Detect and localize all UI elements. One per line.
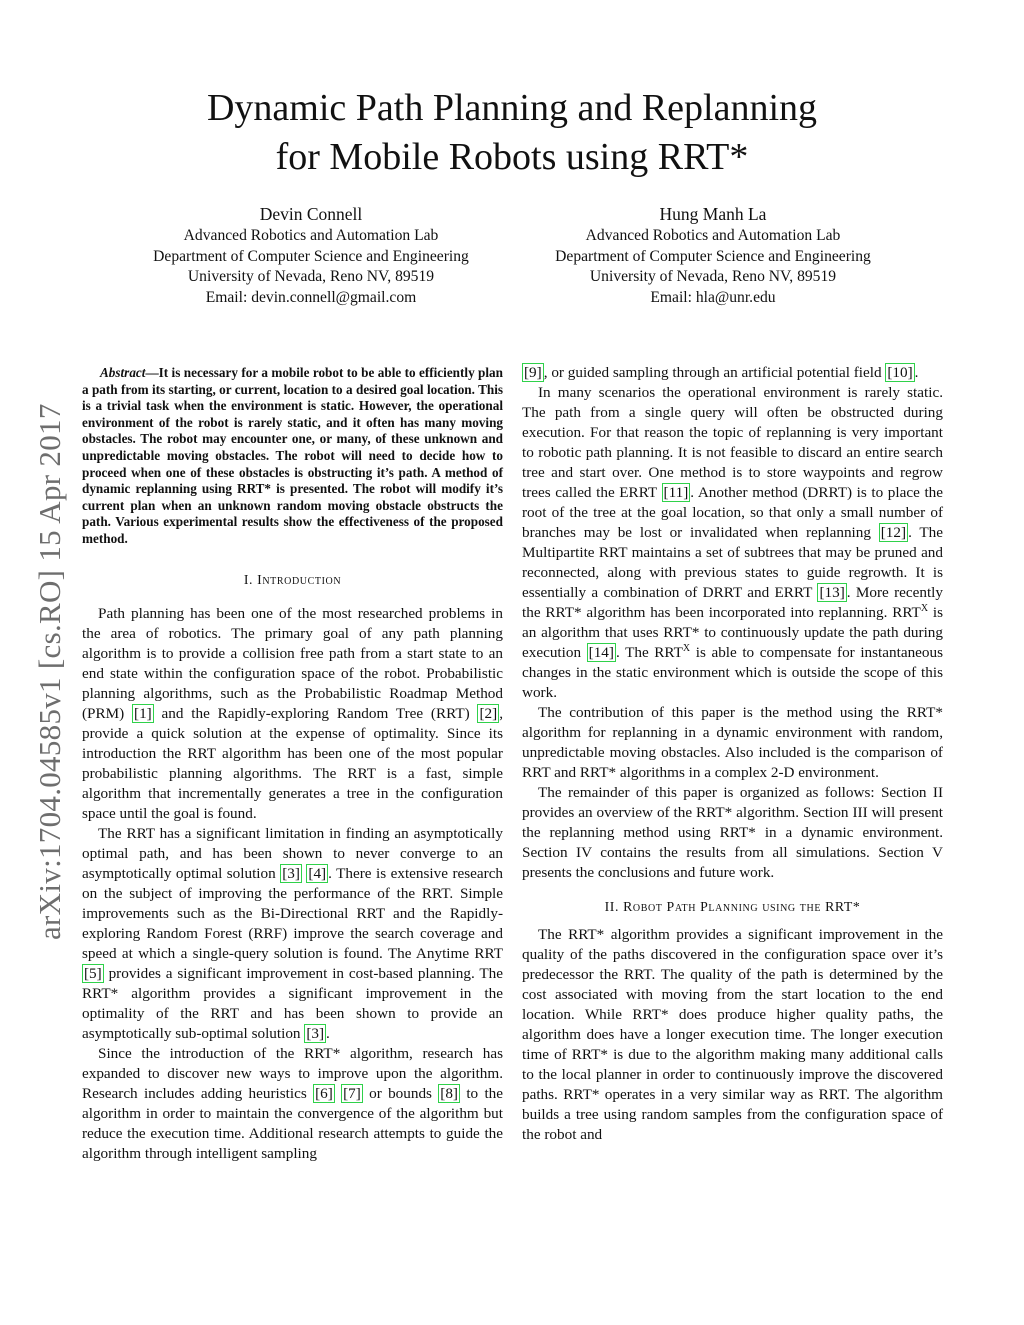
citation-link[interactable]: [3] (282, 864, 300, 882)
right-column (522, 363, 943, 1145)
author-department: Department of Computer Science and Engineering (555, 247, 871, 265)
paper-title (0, 84, 1024, 182)
section-heading-introduction: I. Introduction (243, 571, 342, 587)
citation-link[interactable]: [6] (315, 1084, 333, 1102)
author-university: University of Nevada, Reno NV, 89519 (187, 268, 435, 286)
author-block-2 (513, 202, 913, 308)
author-name: Devin Connell (259, 204, 363, 224)
author-block-1 (111, 202, 511, 308)
citation-link[interactable]: [10] (887, 364, 913, 381)
author-lab: Advanced Robotics and Automation Lab (183, 227, 439, 244)
citation-link[interactable]: [9] (524, 364, 542, 381)
citation-link[interactable]: [11] (663, 484, 689, 501)
superscript: X (682, 642, 691, 654)
paper-title-line-2: for Mobile Robots using RRT* (275, 136, 749, 178)
paragraph-continued: [9] , or guided sampling through an artificial potential field [10] . (524, 364, 919, 381)
abstract-dash: — (145, 365, 159, 380)
author-lab: Advanced Robotics and Automation Lab (585, 227, 841, 244)
citation-link[interactable]: [5] (84, 964, 102, 982)
citation-link[interactable]: [4] (308, 864, 327, 882)
citation-link[interactable]: [7] (343, 1084, 361, 1102)
paragraph: The RRT* algorithm provides a significant improvement in the quality of the paths discovered in the configuration space over it’s predecessor the RRT. The quality of the path is determined by the cost associated with moving from the start location to the end location. While RRT* does produce higher quality paths, the algorithm does have a longer execution time. The longer execution time of RRT* is due to the algorithm making many additional calls to the local planner in order to continuously improve the discovered paths. RRT* operates in a very similar way as RRT. The algorithm builds a tree using random samples from the configuration space of the robot and (522, 926, 943, 1143)
paper-title-line-1: Dynamic Path Planning and Replanning (206, 87, 818, 129)
paragraph: Path planning has been one of the most researched problems in the area of robotics. The primary goal of any path planning algorithm is to provide a collision free path from a start state to an end state within the configuration space of the robot. Probabilistic planning algorithms, such as the Probabilistic Roadmap Method (PRM) [1] and the Rapidly-exploring Random Tree (RRT) [2] , provide a quick solution at the expense of optimality. Since its introduction the RRT algorithm has been one of the most popular probabilistic planning algorithms. The RRT is a fast, simple algorithm that incrementally generates a tree in the configuration space until the goal is found. (82, 604, 503, 822)
superscript: X (920, 602, 929, 614)
citation-link[interactable]: [1] (134, 704, 152, 722)
citation-link[interactable]: [2] (479, 704, 498, 722)
citation-link[interactable]: [3] (306, 1024, 325, 1042)
abstract-text: It is necessary for a mobile robot to be able to efficiently plan a path from its starting, or current, location to a desired goal location. This is a trivial task when the environment is static. However, the operational environment of the robot is rarely static, and it often has many moving obstacles. The robot may encounter one, or many, of these unknown and unpredictable moving obstacles. The robot will need to decide how to proceed when one of these obstacles is obstructing it’s path. A method of dynamic replanning using RRT* is presented. The robot will modify it’s current plan when an unknown random moving obstacle obstructs the path. Various experimental results show the effectiveness of the proposed method. (82, 365, 503, 546)
author-department: Department of Computer Science and Engineering (153, 247, 469, 265)
author-name: Hung Manh La (659, 204, 767, 224)
citation-link[interactable]: [14] (588, 644, 614, 661)
paragraph: The remainder of this paper is organized as follows: Section II provides an overview of the RRT* algorithm. Section III will present the replanning method using RRT* in a dynamic environment. Section IV contains the results from all simulations. Section V presents the conclusions and future work. (522, 784, 943, 881)
author-email: Email: devin.connell@gmail.com (205, 288, 417, 306)
paragraph: Since the introduction of the RRT* algorithm, research has expanded to discover new ways to improve upon the algorithm. Research includes adding heuristics [6] [7] or bounds [8] to the algorithm in order to maintain the convergence of the algorithm but reduce the execution time. Additional research attempts to guide the algorithm through intelligent sampling (82, 1044, 503, 1162)
citation-link[interactable]: [13] (819, 584, 845, 601)
citation-link[interactable]: [8] (440, 1084, 458, 1102)
paragraph: The contribution of this paper is the method using the RRT* algorithm for replanning in a dynamic environment with random, unpredictable moving obstacles. Also included is the comparison of RRT and RRT* algorithms in a complex 2-D environment. (522, 704, 943, 781)
left-column (82, 363, 503, 1164)
citation-link[interactable]: [12] (880, 524, 907, 541)
paragraph: The RRT has a significant limitation in finding an asymptotically optimal path, and has been shown to never converge to an asymptotically optimal solution [3] [4] . There is extensive research on the subject of improving the performance of the RRT. Simple improvements such as the Bi-Directional RRT and the Rapidly-exploring Random Forest (RRF) improve the search coverage and speed at which a single-query solution is found. The Anytime RRT [5] provides a significant improvement in cost-based planning. The RRT* algorithm provides a significant improvement in the optimality of the RRT and has been shown to provide an asymptotically sub-optimal solution [3] . (82, 824, 504, 1042)
author-email: Email: hla@unr.edu (650, 288, 776, 306)
section-heading-robot-path-planning: II. Robot Path Planning using the RRT* (604, 899, 861, 914)
arxiv-identifier-stamp: arXiv:1704.04585v1 [cs.RO] 15 Apr 2017 (32, 403, 67, 940)
paragraph: In many scenarios the operational environment is rarely static. The path from a single query will often be obstructed during execution. For that reason the topic of replanning is very important to robotic path planning. It is not feasible to discard an entire search tree and start over. One method is to store waypoints and regrow trees called the ERRT [11] . Another method (DRRT) is to place the root of the tree at the goal location, so that only a small number of branches may be lost or invalidated when replanning [12] . The Multipartite RRT maintains a set of subtrees that may be pruned and reconnected, along with previous states to guide regrowth. It is essentially a combination of DRRT and ERRT [13] . More recently the RRT* algorithm has been incorporated into replanning. $RRT^X$ is an algorithm that uses RRT* to continuously update the path during execution [14] . The $RRT^X$ is able to compensate for instantaneous changes in the static environment which is outside the scope of this work. (522, 384, 943, 701)
abstract-label: Abstract (100, 365, 146, 380)
abstract (82, 365, 503, 548)
author-university: University of Nevada, Reno NV, 89519 (589, 268, 837, 286)
